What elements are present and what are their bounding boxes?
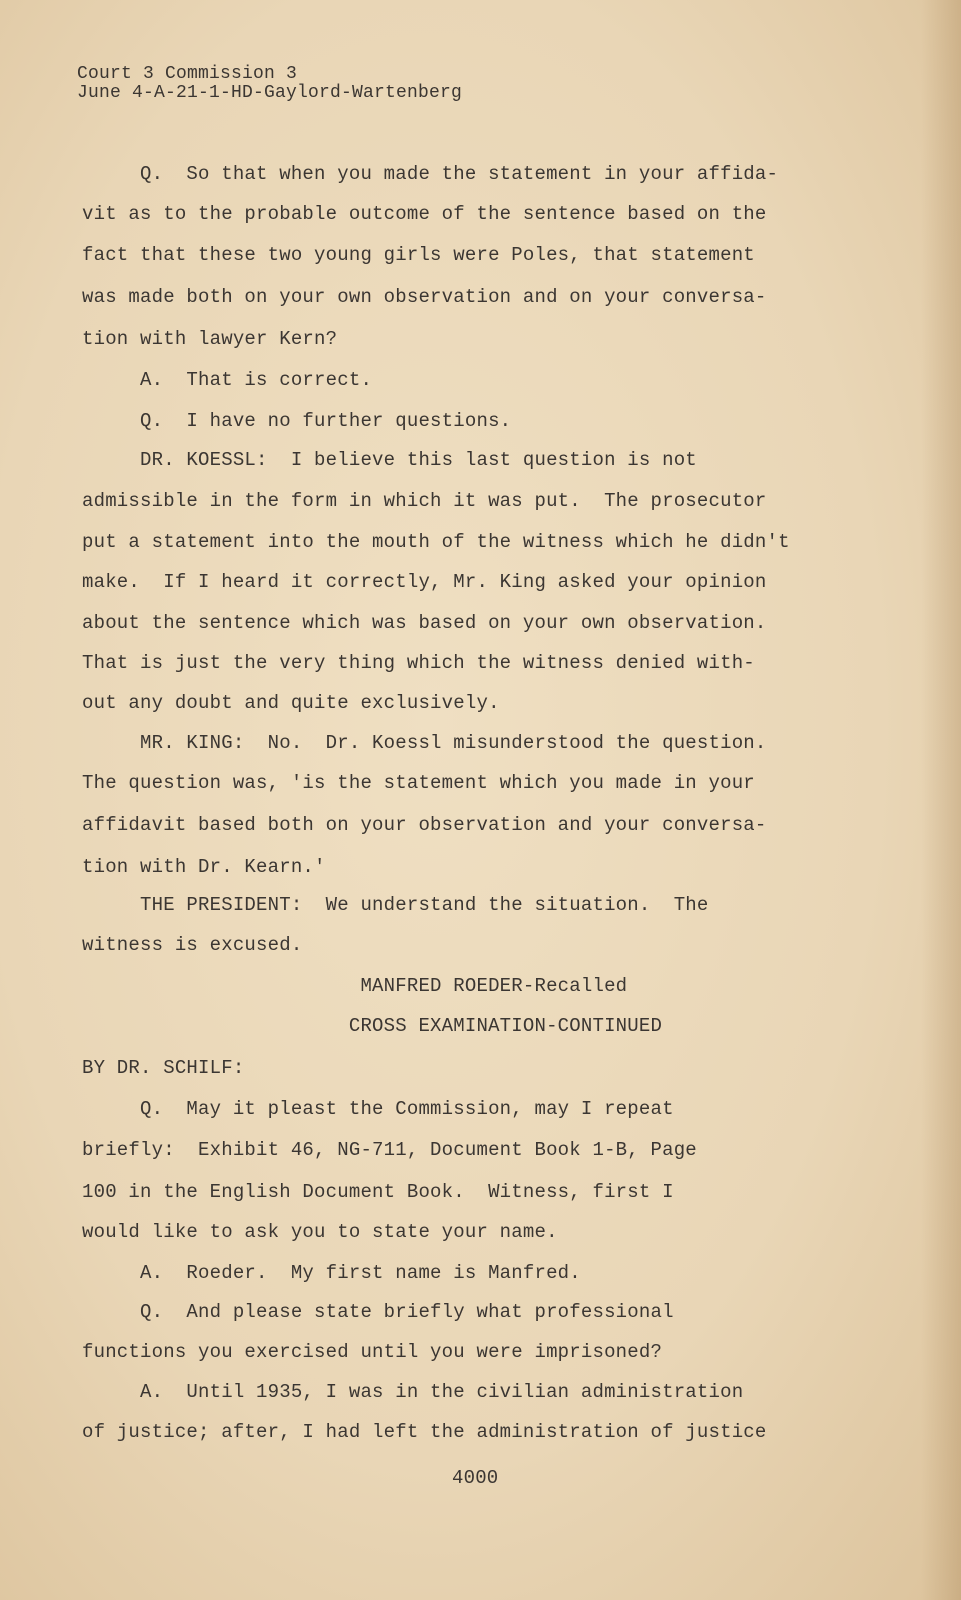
transcript-line: THE PRESIDENT: We understand the situation. The xyxy=(82,894,709,916)
transcript-line: Q. So that when you made the statement in your affida- xyxy=(82,163,779,185)
transcript-line: 100 in the English Document Book. Witness, first I xyxy=(82,1181,674,1203)
transcript-line: functions you exercised until you were imprisoned? xyxy=(82,1341,663,1363)
transcript-line: affidavit based both on your observation and your conversa- xyxy=(82,814,767,836)
transcript-line: A. That is correct. xyxy=(82,369,373,391)
transcript-line: Q. I have no further questions. xyxy=(82,410,512,432)
transcript-line: CROSS EXAMINATION-CONTINUED xyxy=(82,1015,663,1037)
transcript-line: MR. KING: No. Dr. Koessl misunderstood the question. xyxy=(82,732,767,754)
transcript-line: A. Until 1935, I was in the civilian administration xyxy=(82,1381,744,1403)
transcript-line: put a statement into the mouth of the witness which he didn't xyxy=(82,531,790,553)
transcript-line: was made both on your own observation and on your conversa- xyxy=(82,286,767,308)
transcript-line: fact that these two young girls were Poles, that statement xyxy=(82,244,755,266)
transcript-line: That is just the very thing which the witness denied with- xyxy=(82,652,755,674)
transcript-line: tion with lawyer Kern? xyxy=(82,328,338,350)
transcript-line: Q. And please state briefly what professional xyxy=(82,1301,674,1323)
header-reference: June 4-A-21-1-HD-Gaylord-Wartenberg xyxy=(77,83,463,103)
transcript-line: would like to ask you to state your name. xyxy=(82,1221,558,1243)
transcript-line: witness is excused. xyxy=(82,934,303,956)
header-court: Court 3 Commission 3 xyxy=(77,64,298,84)
transcript-line: admissible in the form in which it was put. The prosecutor xyxy=(82,490,767,512)
transcript-line: DR. KOESSL: I believe this last question is not xyxy=(82,449,697,471)
transcript-line: The question was, 'is the statement which you made in your xyxy=(82,772,755,794)
transcript-line: about the sentence which was based on your own observation. xyxy=(82,612,767,634)
transcript-line: briefly: Exhibit 46, NG-711, Document Book 1-B, Page xyxy=(82,1139,697,1161)
transcript-line: A. Roeder. My first name is Manfred. xyxy=(82,1262,581,1284)
transcript-line: of justice; after, I had left the administration of justice xyxy=(82,1421,767,1443)
transcript-line: make. If I heard it correctly, Mr. King asked your opinion xyxy=(82,571,767,593)
page-edge-shadow xyxy=(921,0,961,1600)
page-number: 4000 xyxy=(452,1467,499,1489)
transcript-line: Q. May it pleast the Commission, may I repeat xyxy=(82,1098,674,1120)
transcript-line: vit as to the probable outcome of the sentence based on the xyxy=(82,203,767,225)
transcript-line: MANFRED ROEDER-Recalled xyxy=(82,975,628,997)
transcript-line: out any doubt and quite exclusively. xyxy=(82,692,500,714)
transcript-line: tion with Dr. Kearn.' xyxy=(82,856,326,878)
transcript-line: BY DR. SCHILF: xyxy=(82,1057,245,1079)
